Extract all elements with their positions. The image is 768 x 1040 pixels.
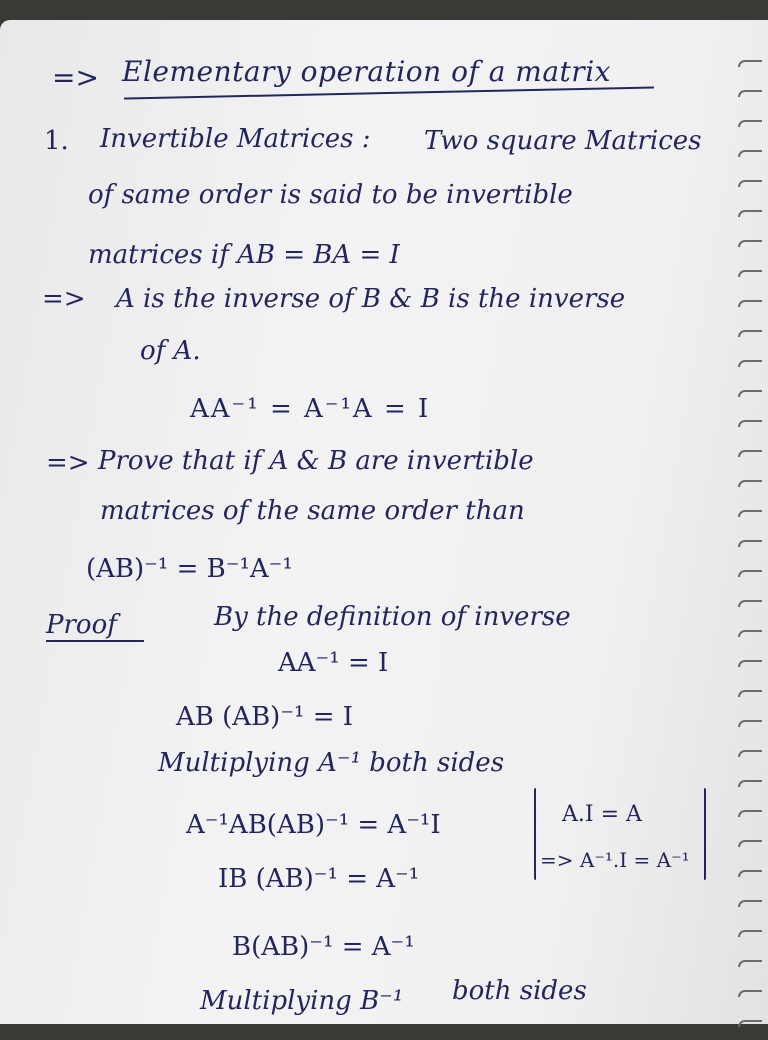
notebook-page	[0, 20, 768, 1024]
proof-line-7: B(AB)⁻¹ = A⁻¹	[232, 932, 415, 962]
section-line-4: A is the inverse of B & B is the inverse	[116, 284, 626, 314]
title-underline	[124, 86, 654, 99]
section-number: 1.	[44, 126, 69, 156]
proof-label: Proof	[46, 610, 117, 640]
proof-underline	[46, 640, 144, 642]
proof-line-6: IB (AB)⁻¹ = A⁻¹	[218, 864, 420, 894]
equation-inverse: AA⁻¹ = A⁻¹A = I	[190, 394, 431, 424]
proof-line-3: AB (AB)⁻¹ = I	[176, 702, 354, 732]
section-term: Invertible Matrices :	[100, 124, 371, 154]
prove-line-1: Prove that if A & B are invertible	[98, 446, 534, 476]
spiral-binding	[736, 60, 762, 1040]
proof-line-2: AA⁻¹ = I	[278, 648, 389, 678]
side-note-line-2: => A⁻¹.I = A⁻¹	[540, 848, 690, 872]
prove-line-2: matrices of the same order than	[100, 496, 525, 526]
proof-line-1: By the definition of inverse	[214, 602, 571, 632]
side-note-line-1: A.I = A	[562, 802, 642, 827]
section-line-2: of same order is said to be invertible	[88, 180, 573, 210]
prove-line-3: (AB)⁻¹ = B⁻¹A⁻¹	[86, 554, 293, 584]
page-title: Elementary operation of a matrix	[122, 55, 611, 88]
proof-line-4: Multiplying A⁻¹ both sides	[158, 748, 505, 778]
section-line-5: of A.	[140, 336, 201, 366]
section-line-3: matrices if AB = BA = I	[88, 240, 400, 270]
section-line-1-rest: Two square Matrices	[424, 126, 702, 156]
proof-line-8b: both sides	[452, 976, 587, 1006]
heading-arrow: =>	[52, 61, 99, 94]
implies-arrow: =>	[42, 284, 86, 314]
prove-arrow: =>	[46, 448, 90, 478]
proof-line-8a: Multiplying B⁻¹	[200, 986, 404, 1016]
proof-line-5: A⁻¹AB(AB)⁻¹ = A⁻¹I	[186, 810, 441, 840]
